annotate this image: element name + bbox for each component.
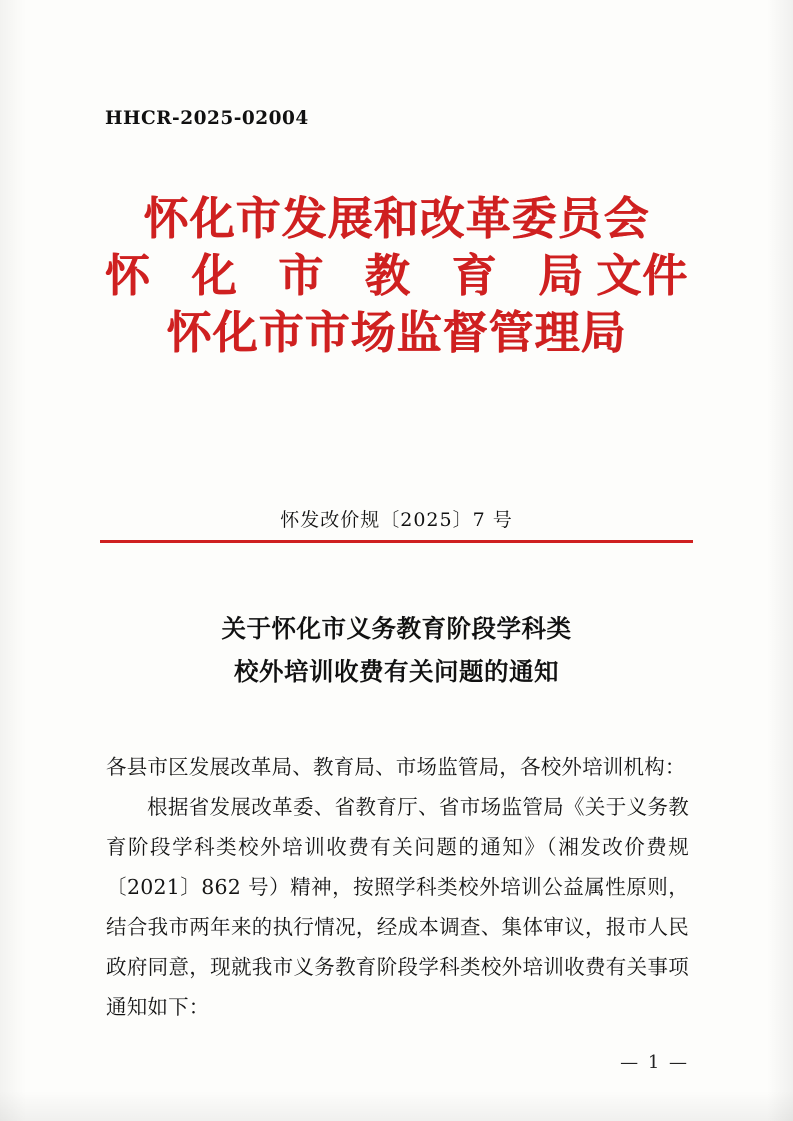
scan-edge-left <box>0 0 26 1121</box>
masthead-line-3: 怀化市市场监督管理局 <box>166 306 627 359</box>
document-code: HHCR-2025-02004 <box>105 108 309 129</box>
masthead-line-2-agency: 怀 化 市 教 育 局 <box>104 249 597 302</box>
document-body <box>106 748 689 1028</box>
page-number: — 1 — <box>620 1052 689 1073</box>
page-title-line-1: 关于怀化市义务教育阶段学科类 <box>221 614 572 643</box>
red-separator-rule <box>100 540 693 543</box>
masthead-line-2-suffix: 文件 <box>596 249 689 302</box>
masthead <box>0 192 793 359</box>
page-title-line-2: 校外培训收费有关问题的通知 <box>234 656 559 686</box>
scan-edge-right <box>767 0 793 1121</box>
page-title <box>130 608 663 694</box>
masthead-line-2 <box>0 249 793 302</box>
issue-number: 怀发改价规〔2025〕7 号 <box>280 509 513 531</box>
masthead-line-1: 怀化市发展和改革委员会 <box>143 192 650 245</box>
scan-edge-bottom <box>0 1091 793 1121</box>
body-paragraph-1: 根据省发展改革委、省教育厅、省市场监管局《关于义务教育阶段学科类校外培训收费有关问题的通知》（湘发改价费规〔2021〕862 号）精神，按照学科类校外培训公益属性原则，结合我市两年来的执行情况，经成本调查、集体审议，报市人民政府同意，现就我市义务教育阶段学科类校外培训收费有关事项通知如下： <box>106 794 689 1019</box>
salutation: 各县市区发展改革局、教育局、市场监管局，各校外培训机构： <box>106 755 686 779</box>
